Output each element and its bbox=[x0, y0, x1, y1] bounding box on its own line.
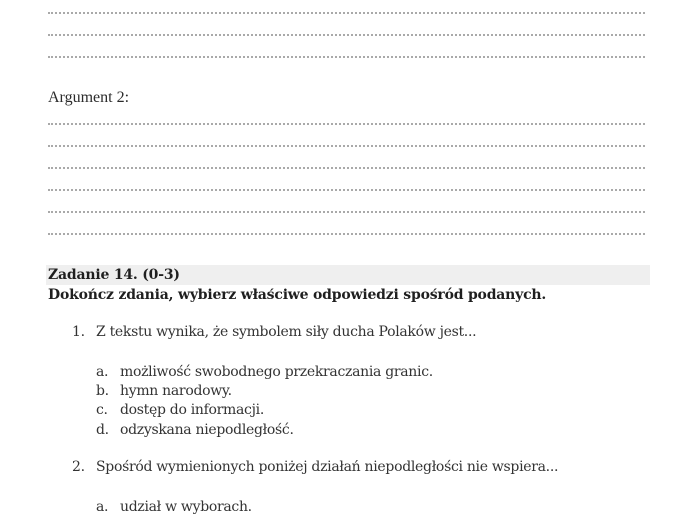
option-text: udział w wyborach. bbox=[120, 499, 252, 515]
question-2 bbox=[72, 457, 558, 477]
answer-line[interactable] bbox=[48, 145, 645, 147]
answer-line[interactable] bbox=[48, 34, 645, 36]
answer-line[interactable] bbox=[48, 189, 645, 191]
answer-line[interactable] bbox=[48, 167, 645, 169]
question-1-option-b[interactable] bbox=[96, 381, 232, 401]
question-text: Z tekstu wynika, że symbolem siły ducha Polaków jest... bbox=[96, 324, 477, 340]
option-letter: d. bbox=[96, 422, 109, 438]
question-1 bbox=[72, 322, 476, 342]
option-text: możliwość swobodnego przekraczania granic. bbox=[120, 364, 433, 380]
question-2-option-a[interactable] bbox=[96, 497, 252, 517]
question-1-option-c[interactable] bbox=[96, 400, 264, 420]
task-instruction: Dokończ zdania, wybierz właściwe odpowiedzi spośród podanych. bbox=[48, 287, 547, 303]
option-letter: c. bbox=[96, 402, 108, 418]
option-text: dostęp do informacji. bbox=[120, 402, 264, 418]
answer-line[interactable] bbox=[48, 56, 645, 58]
option-text: odzyskana niepodległość. bbox=[120, 422, 294, 438]
question-number: 2. bbox=[72, 459, 85, 475]
question-number: 1. bbox=[72, 324, 85, 340]
option-letter: b. bbox=[96, 383, 109, 399]
option-letter: a. bbox=[96, 364, 109, 380]
answer-line[interactable] bbox=[48, 123, 645, 125]
argument-2-label: Argument 2: bbox=[48, 89, 130, 106]
answer-line[interactable] bbox=[48, 211, 645, 213]
question-1-option-a[interactable] bbox=[96, 362, 433, 382]
question-1-option-d[interactable] bbox=[96, 420, 294, 440]
option-letter: a. bbox=[96, 499, 109, 515]
question-text: Spośród wymienionych poniżej działań niepodległości nie wspiera... bbox=[96, 459, 559, 475]
option-text: hymn narodowy. bbox=[120, 383, 232, 399]
answer-line[interactable] bbox=[48, 233, 645, 235]
answer-line[interactable] bbox=[48, 12, 645, 14]
task-title: Zadanie 14. (0-3) bbox=[48, 267, 180, 283]
